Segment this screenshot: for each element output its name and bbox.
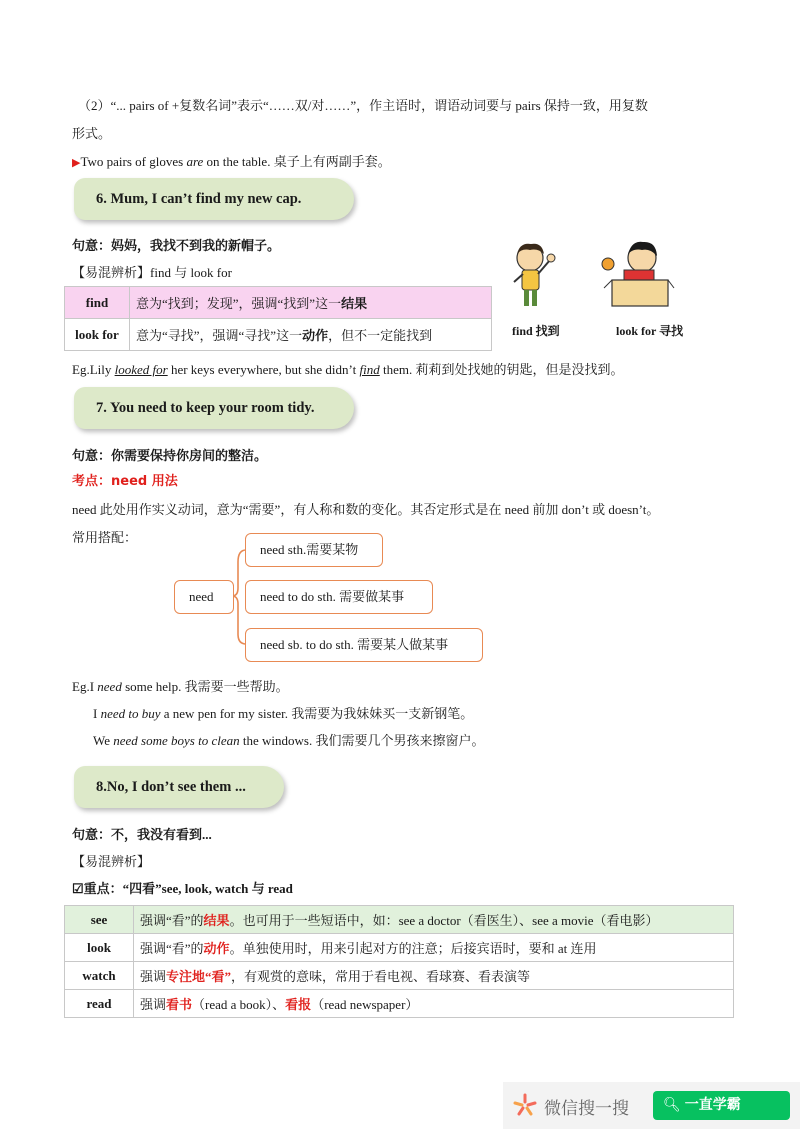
s7-point: 考点：need 用法 [72, 474, 178, 489]
s6-example: Eg.Lily looked for her keys everywhere, but she didn’t find them. 莉莉到处找她的钥匙，但是没找到。 [72, 362, 624, 377]
need-root-box: need [174, 580, 234, 614]
need-branch-1: need sth.需要某物 [245, 533, 383, 567]
find-lookfor-table [64, 286, 492, 351]
watermark-text: 微信搜一搜 [544, 1099, 629, 1119]
s7-example-3: We need some boys to clean the windows. 我们需要几个男孩来擦窗户。 [93, 733, 485, 748]
intro-line-2: 形式。 [72, 126, 112, 141]
s7-meaning: 句意：你需要保持你房间的整洁。 [72, 448, 268, 463]
s7-example-1: Eg.I need some help. 我需要一些帮助。 [72, 679, 289, 694]
table-desc: 强调“看”的结果。也可用于一些短语中，如：see a doctor（看医生）、see a movie（看电影） [134, 906, 734, 934]
boy-searching-box-illustration [596, 236, 676, 312]
section-7-heading: 7. You need to keep your room tidy. [74, 387, 354, 429]
table-desc: 强调看书（read a book）、看报（read newspaper） [134, 990, 734, 1018]
table-key: read [65, 990, 134, 1018]
table-row [65, 287, 492, 319]
s7-common: 常用搭配： [72, 530, 138, 545]
caption-find: find 找到 [512, 324, 560, 338]
table-key: look [65, 934, 134, 962]
table-desc: 意为“找到；发现”，强调“找到”这一结果 [130, 287, 492, 319]
table-row [65, 319, 492, 351]
search-icon: 🔍︎ [663, 1097, 681, 1113]
table-row [65, 934, 734, 962]
section-8-heading: 8.No, I don’t see them ... [74, 766, 284, 808]
need-branch-3: need sb. to do sth. 需要某人做某事 [245, 628, 483, 662]
table-row [65, 962, 734, 990]
need-branch-2: need to do sth. 需要做某事 [245, 580, 433, 614]
intro-line-1: （2）“... pairs of +复数名词”表示“……双/对……”，作主语时，谓语动词要与 pairs 保持一致，用复数 [78, 98, 648, 113]
section-6-heading: 6. Mum, I can’t find my new cap. [74, 178, 354, 220]
table-row [65, 990, 734, 1018]
table-desc: 强调“看”的动作。单独使用时，用来引起对方的注意；后接宾语时，要和 at 连用 [134, 934, 734, 962]
table-key: see [65, 906, 134, 934]
table-key: look for [65, 319, 130, 351]
s6-confuse: 【易混辨析】find 与 look for [72, 265, 232, 280]
watermark-search-button[interactable]: 🔍︎ 一直学霸 [653, 1091, 790, 1120]
s8-meaning: 句意：不，我没有看到... [72, 827, 212, 842]
intro-example: ▶Two pairs of gloves are on the table. 桌子上有两副手套。 [72, 154, 391, 169]
bullet-triangle-icon: ▶ [72, 157, 81, 169]
table-desc: 强调专注地“看”，有观赏的意味，常用于看电视、看球赛、看表演等 [134, 962, 734, 990]
s7-desc: need 此处用作实义动词，意为“需要”，有人称和数的变化。其否定形式是在 need 前加 don’t 或 doesn’t。 [72, 502, 660, 517]
table-desc: 意为“寻找”，强调“寻找”这一动作，但不一定能找到 [130, 319, 492, 351]
s6-meaning: 句意：妈妈，我找不到我的新帽子。 [72, 238, 281, 253]
s8-confuse: 【易混辨析】 [72, 854, 151, 869]
boy-finding-illustration [500, 236, 570, 312]
see-look-watch-read-table [64, 905, 734, 1018]
table-row [65, 906, 734, 934]
wechat-search-logo-icon [512, 1092, 538, 1118]
s7-example-2: I need to buy a new pen for my sister. 我需要为我妹妹买一支新钢笔。 [93, 706, 474, 721]
caption-look-for: look for 寻找 [616, 324, 684, 338]
table-key: find [65, 287, 130, 319]
table-key: watch [65, 962, 134, 990]
s8-focus: ☑重点：“四看”see, look, watch 与 read [72, 881, 293, 896]
